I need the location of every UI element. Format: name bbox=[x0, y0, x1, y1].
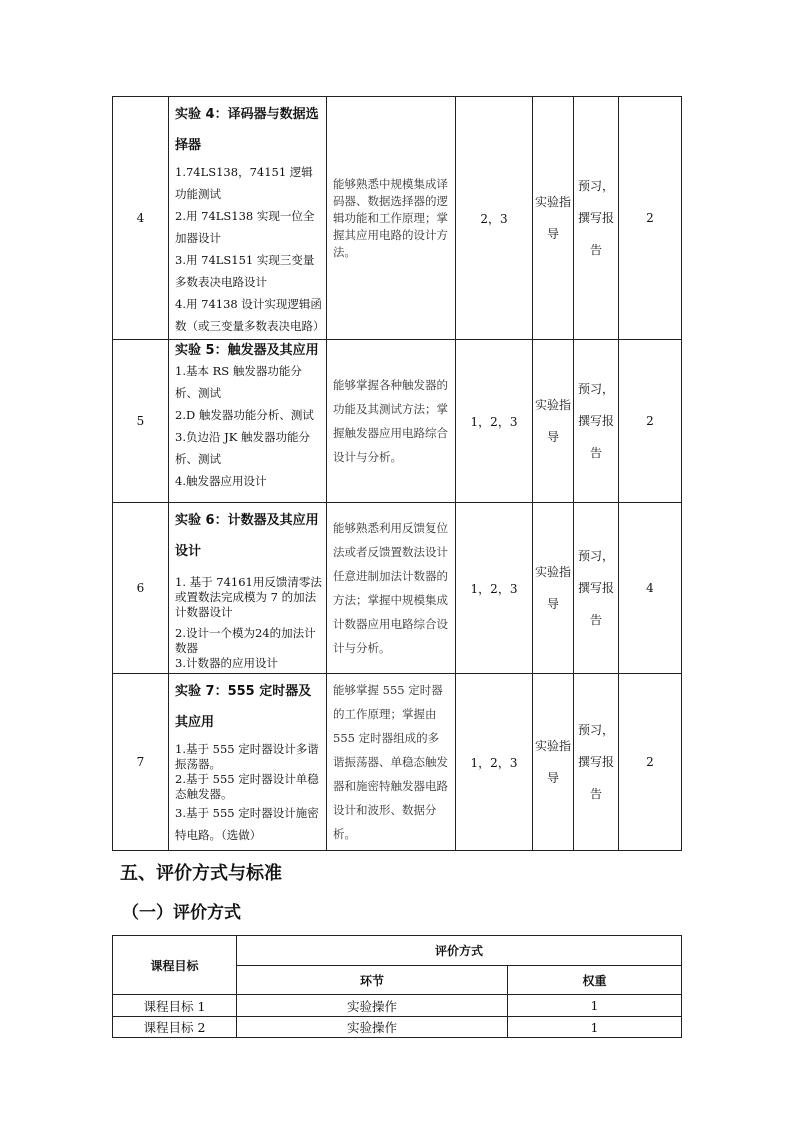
experiment-title: 实验 6：计数器及其应用设计 bbox=[175, 513, 319, 559]
table-row bbox=[113, 97, 682, 340]
experiment-content bbox=[169, 340, 327, 503]
header-course-goal: 课程目标 bbox=[113, 936, 237, 995]
weight: 1 bbox=[508, 995, 682, 1017]
experiment-goal: 能够熟悉中规模集成译码器、数据选择器的逻辑功能和工作原理；掌握其应用电路的设计方法。 bbox=[327, 97, 456, 340]
experiment-hours: 4 bbox=[619, 503, 682, 674]
experiment-goal: 能够熟悉利用反馈复位法或者反馈置数法设计任意进制加法计数器的方法；掌握中规模集成计数器应用电路综合设计与分析。 bbox=[327, 503, 456, 674]
experiment-item: 3.基于 555 定时器设计施密特电路。（选做） bbox=[175, 806, 319, 842]
experiment-number: 6 bbox=[113, 503, 169, 674]
step: 实验操作 bbox=[237, 995, 508, 1017]
experiment-content bbox=[169, 503, 327, 674]
experiment-title: 实验 5：触发器及其应用 bbox=[175, 343, 319, 358]
experiment-item: 1.基于 555 定时器设计多谐振荡器。 bbox=[175, 742, 319, 771]
course-goal: 课程目标 1 bbox=[113, 995, 237, 1017]
step: 实验操作 bbox=[237, 1017, 508, 1038]
experiment-task: 预习，撰写报告 bbox=[574, 97, 619, 340]
experiment-hours: 2 bbox=[619, 97, 682, 340]
table-row bbox=[113, 340, 682, 503]
experiment-content bbox=[169, 97, 327, 340]
experiment-method: 实验指导 bbox=[533, 674, 574, 851]
experiment-targets: 1，2，3 bbox=[456, 503, 533, 674]
experiment-item: 4.用 74138 设计实现逻辑函数（或三变量多数表决电路） bbox=[175, 297, 325, 333]
table-row bbox=[113, 995, 682, 1017]
header-weight: 权重 bbox=[508, 966, 682, 995]
experiment-targets: 2，3 bbox=[456, 97, 533, 340]
experiment-number: 4 bbox=[113, 97, 169, 340]
course-goal: 课程目标 2 bbox=[113, 1017, 237, 1038]
experiment-content bbox=[169, 674, 327, 851]
experiment-goal: 能够掌握各种触发器的功能及其测试方法；掌握触发器应用电路综合设计与分析。 bbox=[327, 340, 456, 503]
experiment-method: 实验指导 bbox=[533, 503, 574, 674]
experiment-item: 2.D 触发器功能分析、测试 bbox=[175, 408, 314, 422]
experiment-hours: 2 bbox=[619, 674, 682, 851]
experiment-item: 2.用 74LS138 实现一位全加器设计 bbox=[175, 209, 315, 245]
experiment-title: 实验 7：555 定时器及其应用 bbox=[175, 684, 312, 730]
experiment-hours: 2 bbox=[619, 340, 682, 503]
subsection-heading: （一）评价方式 bbox=[122, 903, 241, 923]
experiment-title: 实验 4：译码器与数据选择器 bbox=[175, 107, 319, 153]
experiment-table bbox=[112, 96, 682, 851]
experiment-goal: 能够掌握 555 定时器的工作原理；掌握由 555 定时器组成的多谐振荡器、单稳态触发器和施密特触发器电路设计和波形、数据分析。 bbox=[327, 674, 456, 851]
experiment-item: 3.负边沿 JK 触发器功能分析、测试 bbox=[175, 430, 310, 466]
experiment-task: 预习，撰写报告 bbox=[574, 503, 619, 674]
section-heading: 五、评价方式与标准 bbox=[120, 863, 282, 884]
experiment-number: 5 bbox=[113, 340, 169, 503]
experiment-item: 2.设计一个模为24的加法计数器 bbox=[175, 626, 316, 655]
experiment-task: 预习，撰写报告 bbox=[574, 674, 619, 851]
experiment-targets: 1，2，3 bbox=[456, 674, 533, 851]
experiment-item: 2.基于 555 定时器设计单稳态触发器。 bbox=[175, 772, 319, 801]
experiment-item: 1. 基于 74161用反馈清零法或置数法完成模为 7 的加法计数器设计 bbox=[175, 575, 322, 619]
header-step: 环节 bbox=[237, 966, 508, 995]
experiment-item: 4.触发器应用设计 bbox=[175, 474, 267, 488]
table-row bbox=[113, 674, 682, 851]
weight: 1 bbox=[508, 1017, 682, 1038]
evaluation-table bbox=[112, 935, 682, 1038]
header-eval-method: 评价方式 bbox=[237, 936, 682, 966]
experiment-targets: 1，2，3 bbox=[456, 340, 533, 503]
experiment-item: 1.74LS138，74151 逻辑功能测试 bbox=[175, 165, 313, 201]
experiment-item: 3.计数器的应用设计 bbox=[175, 656, 278, 670]
experiment-item: 3.用 74LS151 实现三变量多数表决电路设计 bbox=[175, 253, 315, 289]
experiment-number: 7 bbox=[113, 674, 169, 851]
experiment-item: 1.基本 RS 触发器功能分析、测试 bbox=[175, 364, 302, 400]
experiment-task: 预习，撰写报告 bbox=[574, 340, 619, 503]
experiment-method: 实验指导 bbox=[533, 340, 574, 503]
experiment-method: 实验指导 bbox=[533, 97, 574, 340]
table-row bbox=[113, 1017, 682, 1038]
table-row bbox=[113, 503, 682, 674]
